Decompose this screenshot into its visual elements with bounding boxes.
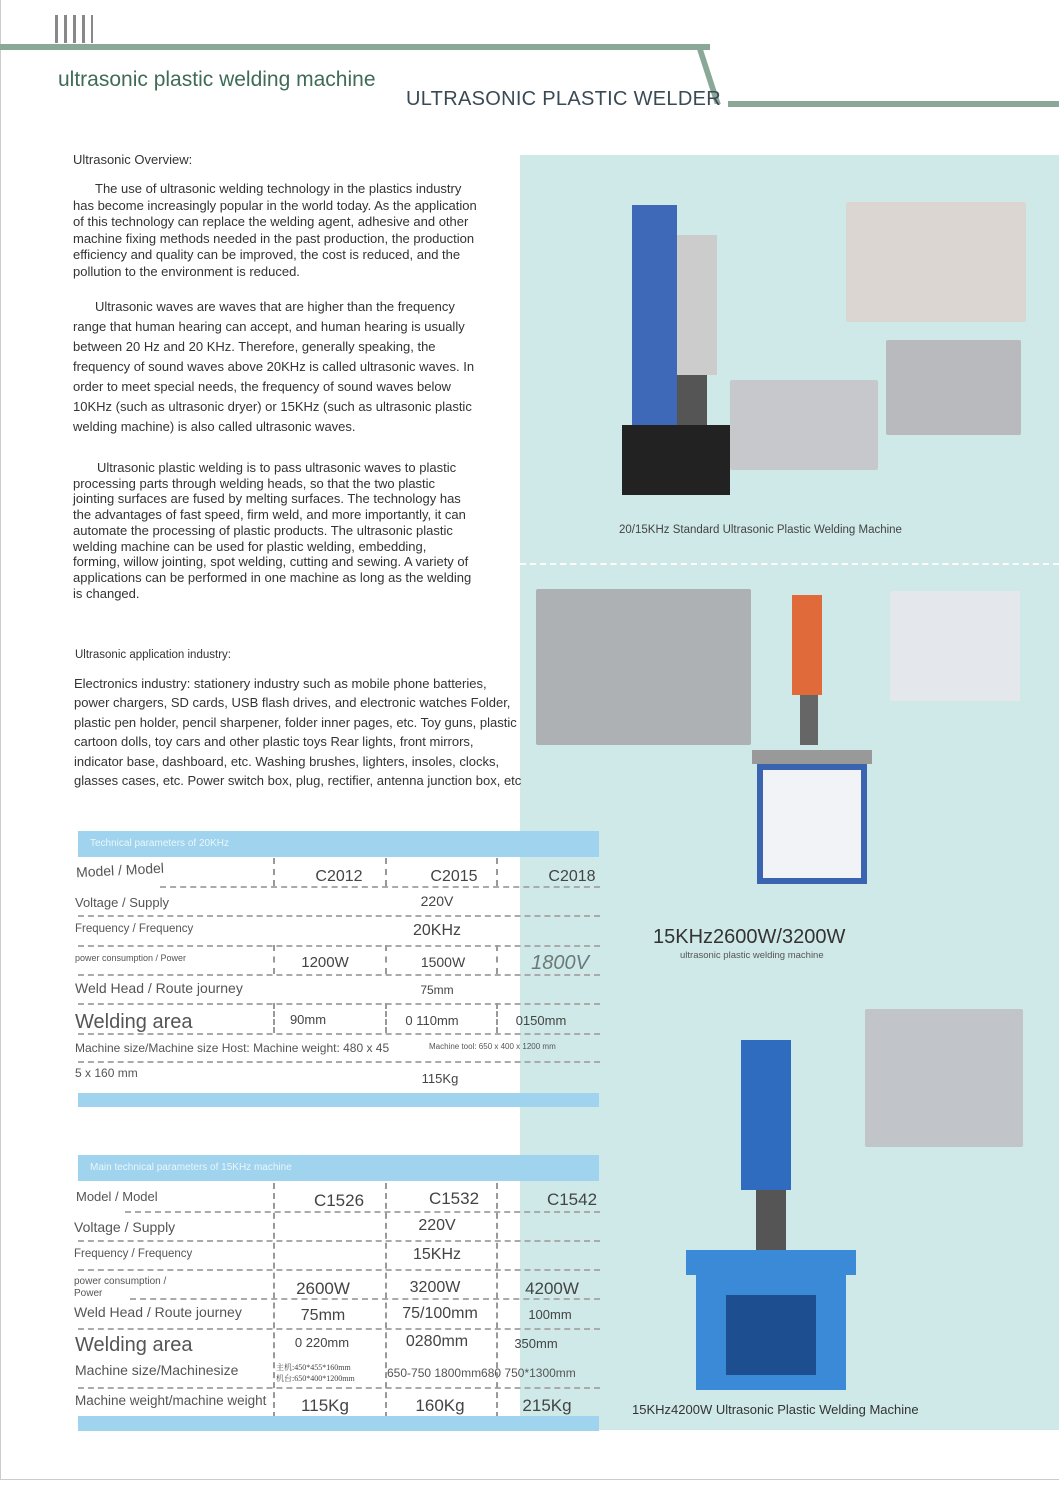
t2-size-table: 机台:650*400*1200mm	[276, 1374, 355, 1383]
t2-weld-head-label: Weld Head / Route journey	[74, 1304, 242, 1320]
page-subtitle: ULTRASONIC PLASTIC WELDER	[406, 88, 721, 110]
t2-power: 3200W	[409, 1279, 461, 1296]
plastic-tube-image	[890, 591, 1020, 701]
caption-2600w: 15KHz2600W/3200W	[653, 926, 846, 948]
table-20khz-title-bar	[78, 831, 599, 857]
t2-voltage-label: Voltage / Supply	[74, 1219, 176, 1235]
t2-size-host: 主机:450*455*160mm	[276, 1363, 351, 1372]
header-bars-icon	[55, 15, 93, 43]
t2-size-c1526	[276, 1362, 355, 1384]
t1-power: 1800V	[531, 952, 589, 974]
welding-machine-2600w-image	[752, 585, 872, 895]
industry-heading: Ultrasonic application industry:	[75, 649, 231, 661]
t1-area: 0 110mm	[405, 1013, 459, 1028]
table-15khz-title-bar	[78, 1155, 599, 1181]
table-20khz-title: Technical parameters of 20KHz	[90, 838, 229, 849]
t2-model: C1542	[546, 1190, 598, 1209]
t2-size-rest: 650-750 1800mm680 750*1300mm	[387, 1366, 576, 1380]
t1-size-tool: Machine tool: 650 x 400 x 1200 mm	[429, 1042, 556, 1051]
t1-frequency-label: Frequency / Frequency	[75, 923, 194, 935]
t2-area: 350mm	[514, 1336, 558, 1351]
t1-power: 1500W	[420, 954, 466, 970]
t2-weight: 115Kg	[301, 1396, 349, 1415]
t2-power: 4200W	[525, 1279, 579, 1298]
caption-2600w-sub: ultrasonic plastic welding machine	[680, 950, 824, 961]
t2-weld-head: 100mm	[528, 1307, 572, 1322]
overview-paragraph-2: Ultrasonic waves are waves that are higher than the frequency range that human hearing can accept, and human hearing is usually between 20 Hz and 20 KHz. Therefore, generally speaking, the frequency of sound waves above 20KHz is called ultrasonic waves. In order to meet special needs, the frequency of sound waves below 10KHz (such as ultrasonic dryer) or 15KHz (such as ultrasonic plastic welding machine) is also called ultrasonic waves.	[73, 299, 475, 434]
t1-power: 1200W	[301, 954, 349, 971]
t2-power: 2600W	[296, 1279, 350, 1298]
t2-model-label: Model / Model	[76, 1189, 158, 1204]
t1-frequency: 20KHz	[412, 922, 462, 939]
t1-weld-head: 75mm	[420, 983, 454, 997]
t2-weld-head: 75/100mm	[402, 1305, 478, 1322]
t1-power-label: power consumption / Power	[75, 953, 187, 963]
t2-weld-head: 75mm	[300, 1307, 346, 1324]
t2-area: 0 220mm	[294, 1335, 350, 1350]
table-15khz-footer-bar	[78, 1416, 599, 1431]
t2-weight: 215Kg	[522, 1396, 572, 1415]
t1-size-text: Machine size/Machine size Host: Machine weight: 480 x 45	[75, 1041, 390, 1055]
t2-voltage: 220V	[418, 1217, 456, 1234]
header-line-right	[728, 101, 1059, 107]
generator-box-image	[730, 380, 878, 470]
t2-model: C1532	[428, 1189, 480, 1208]
t2-welding-area-label: Welding area	[75, 1334, 193, 1356]
t1-area: 0150mm	[515, 1013, 567, 1028]
t2-weight-label: Machine weight/machine weight	[75, 1393, 267, 1408]
page-title: ultrasonic plastic welding machine	[58, 68, 376, 91]
t1-voltage: 220V	[420, 893, 454, 909]
t2-model: C1526	[313, 1191, 365, 1210]
transducers-image	[536, 589, 751, 745]
t1-model: C2018	[548, 868, 596, 885]
t2-weight: 160Kg	[415, 1396, 465, 1415]
t1-area: 90mm	[289, 1012, 327, 1027]
t2-power-label: power consumption / Power	[74, 1276, 167, 1299]
t1-voltage-label: Voltage / Supply	[75, 895, 169, 910]
caption-standard-machine: 20/15KHz Standard Ultrasonic Plastic Welding Machine	[619, 524, 902, 536]
t1-weight: 115Kg	[421, 1071, 459, 1086]
t2-size-label: Machine size/Machinesize	[75, 1362, 239, 1378]
overview-paragraph-3: Ultrasonic plastic welding is to pass ultrasonic waves to plastic processing parts through welding heads, so that the two plastic jointing surfaces are fused by melting surfaces. The technology has the advantages of fast speed, firm weld, and more importantly, it can automate the processing of plastic products. The ultrasonic plastic welding machine can be used for plastic welding, embedding, forming, willow jointing, spot welding, cutting and sewing. A variety of applications can be performed in one machine as long as the welding is changed.	[73, 460, 472, 601]
t2-frequency: 15KHz	[412, 1246, 462, 1263]
t1-size-cont: 5 x 160 mm	[75, 1066, 138, 1080]
t1-model: C2015	[430, 868, 478, 885]
t1-model-label: Model / Model	[75, 859, 165, 881]
table-20khz-footer-bar	[78, 1093, 599, 1107]
t1-weld-head-label: Weld Head / Route journey	[75, 980, 243, 996]
welding-machine-4200w-image	[686, 1040, 856, 1395]
overview-paragraph-1: The use of ultrasonic welding technology in the plastics industry has become increasingly popular in the world today. As the application of this technology can replace the welding agent, adhesive and other machine fixing methods needed in the past production, the production efficiency and quality can be improved, the cost is reduced, and the pollution to the environment is reduced.	[73, 181, 477, 279]
welding-machine-20khz-image	[622, 175, 730, 505]
t1-model: C2012	[315, 868, 363, 885]
t2-area: 0280mm	[405, 1333, 469, 1350]
table-15khz-title: Main technical parameters of 15KHz machine	[90, 1162, 292, 1173]
t1-welding-area-label: Welding area	[75, 1011, 193, 1033]
overview-heading: Ultrasonic Overview:	[73, 152, 193, 167]
welding-heads-image	[886, 340, 1021, 435]
welding-molds-image	[865, 1009, 1023, 1147]
plastic-parts-image	[846, 202, 1026, 322]
panel-divider	[520, 563, 1059, 565]
caption-4200w: 15KHz4200W Ultrasonic Plastic Welding Machine	[632, 1402, 919, 1417]
industry-text: Electronics industry: stationery industry such as mobile phone batteries, power chargers, SD cards, USB flash drives, and electronic watches Folder, plastic pen holder, pencil sharpener, folder inner pages, etc. Toy guns, plastic cartoon dolls, toy cars and other plastic toys Rear lights, front mirrors, indicator base, dashboard, etc. Washing brushes, lighters, insoles, clocks, glasses cases, etc. Power switch box, plug, rectifier, antenna junction box, etc	[74, 676, 522, 789]
t2-frequency-label: Frequency / Frequency	[74, 1248, 193, 1260]
header-line	[0, 44, 710, 50]
